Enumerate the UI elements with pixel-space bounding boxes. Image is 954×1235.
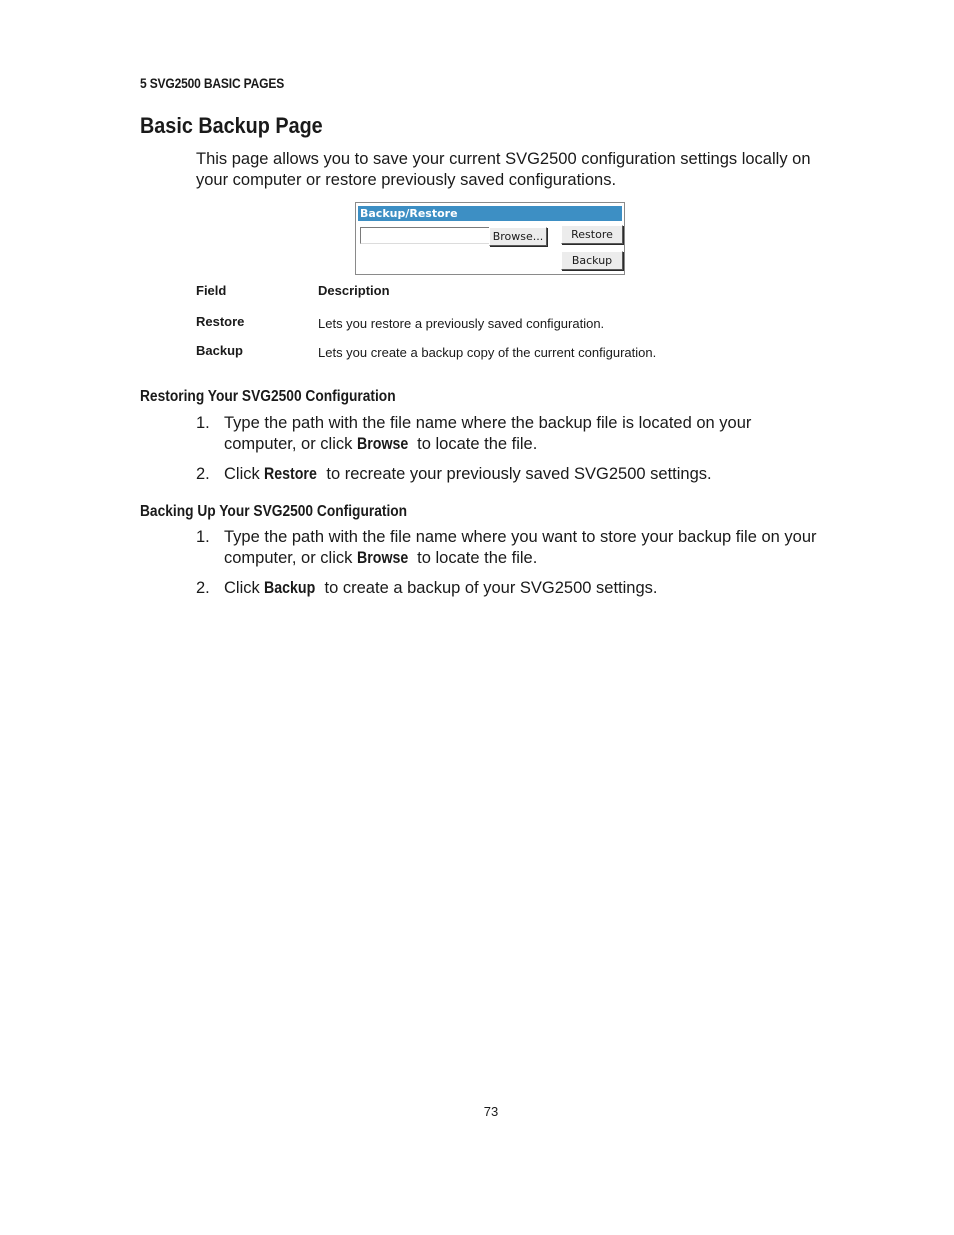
field-name: Restore bbox=[196, 314, 245, 329]
step-number: 1. bbox=[196, 528, 210, 546]
browse-keyword: Browse bbox=[356, 549, 409, 567]
file-path-input[interactable] bbox=[360, 227, 490, 244]
field-description: Lets you restore a previously saved configuration. bbox=[318, 316, 605, 331]
field-name: Backup bbox=[196, 343, 243, 358]
restoring-heading: Restoring Your SVG2500 Configuration bbox=[140, 388, 396, 405]
page-title: Basic Backup Page bbox=[140, 113, 323, 138]
step-text: Type the path with the file name where you want to store your backup file on your computer, or click Browse to locate the file. bbox=[224, 528, 817, 567]
field-description: Lets you create a backup copy of the current configuration. bbox=[318, 345, 657, 360]
table-header-row bbox=[196, 283, 836, 303]
table-row bbox=[196, 314, 836, 334]
panel-title: Backup/Restore bbox=[358, 206, 622, 221]
step-text: Click Restore to recreate your previously saved SVG2500 settings. bbox=[224, 465, 712, 483]
step-number: 2. bbox=[196, 579, 210, 597]
browse-button[interactable]: Browse... bbox=[489, 227, 547, 246]
backup-button[interactable]: Backup bbox=[561, 251, 623, 270]
intro-paragraph: This page allows you to save your current SVG2500 configuration settings locally on your computer or restore previously saved configurations. bbox=[196, 150, 811, 189]
backup-restore-panel bbox=[355, 202, 625, 275]
table-row bbox=[196, 343, 836, 363]
page-number: 73 bbox=[483, 1104, 499, 1119]
step-number: 1. bbox=[196, 414, 210, 432]
browse-keyword: Browse bbox=[356, 435, 409, 453]
step-text: Click Backup to create a backup of your SVG2500 settings. bbox=[224, 579, 658, 597]
restore-button[interactable]: Restore bbox=[561, 225, 623, 244]
step-number: 2. bbox=[196, 465, 210, 483]
description-column-header: Description bbox=[318, 283, 390, 298]
restore-keyword: Restore bbox=[264, 465, 318, 483]
section-header: 5 SVG2500 BASIC PAGES bbox=[140, 75, 285, 91]
step-text: Type the path with the file name where the backup file is located on your computer, or click Browse to locate the file. bbox=[224, 414, 752, 453]
backup-keyword: Backup bbox=[264, 579, 316, 597]
field-column-header: Field bbox=[196, 283, 227, 298]
backing-up-heading: Backing Up Your SVG2500 Configuration bbox=[140, 503, 408, 520]
